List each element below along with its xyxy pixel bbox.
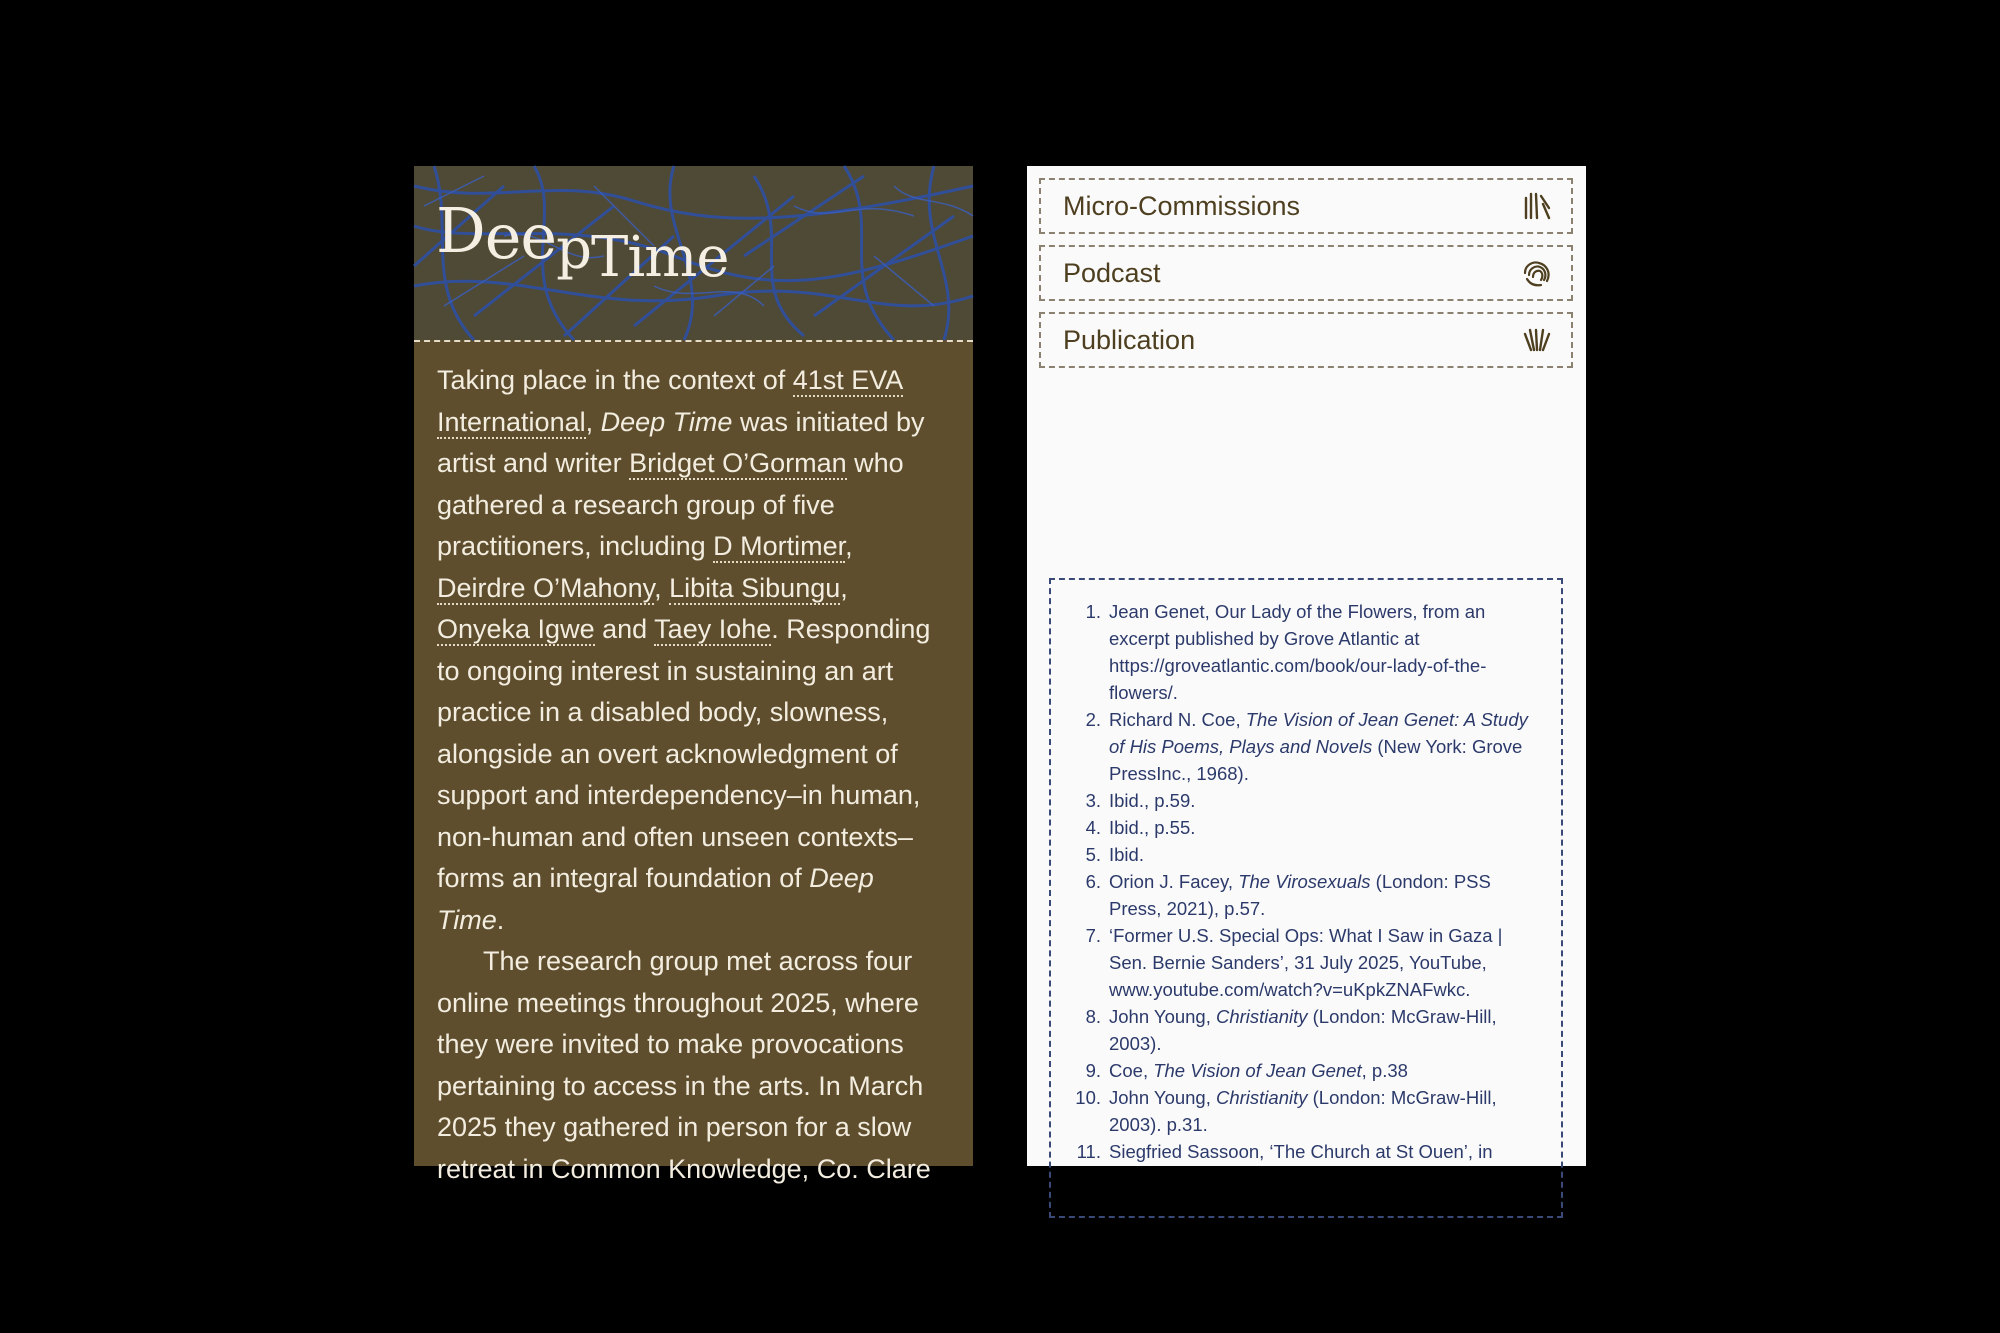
footnote-text: Siegfried Sassoon, ‘The Church at St Ouen’, in (1109, 1141, 1493, 1162)
title-letter-d: D (436, 194, 485, 267)
emphasis-deep-time: Deep Time (437, 863, 874, 935)
text-span: who gathered a research group of five practitioners, including (437, 448, 904, 561)
publication-icon (1521, 324, 1553, 356)
title-letter-p: p (556, 217, 591, 282)
footnote-number: 7. (1085, 925, 1101, 946)
link-bridget-ogorman[interactable]: Bridget O’Gorman (629, 448, 847, 478)
footnote-title: Christianity (1216, 1087, 1308, 1108)
link-d-mortimer[interactable]: D Mortimer (713, 531, 846, 561)
text-span: was initiated by artist and writer (437, 406, 925, 478)
text-span: , (654, 572, 670, 603)
intro-text (414, 342, 973, 1190)
footnote-text: Ibid., p.55. (1109, 817, 1196, 838)
footnote-text: Coe, (1109, 1060, 1154, 1081)
text-span: . (496, 904, 505, 935)
footnote-text: (London: McGraw-Hill, 2003). (1109, 1006, 1497, 1054)
footnotes-box (1049, 578, 1563, 1218)
footnote-title: Christianity (1216, 1006, 1308, 1027)
footnote-item (1071, 922, 1537, 1003)
intro-paragraph-2: The research group met across four online meetings throughout 2025, where they were invited to make provocations pertaining to access in the arts. In March 2025 they gathered in person for a slow retreat in Common Knowledge, Co. Clare (437, 946, 931, 1184)
text-span: and (594, 614, 655, 644)
footnote-number: 5. (1085, 844, 1101, 865)
footnote-text: (London: McGraw-Hill, 2003). p.31. (1109, 1087, 1497, 1135)
footnote-item (1071, 1057, 1537, 1084)
footnote-text: Richard N. Coe, (1109, 709, 1246, 730)
link-deirdre-omahony[interactable]: Deirdre O’Mahony (437, 572, 655, 603)
footnote-item (1071, 787, 1537, 814)
footnote-text: John Young, (1109, 1006, 1216, 1027)
footnote-number: 10. (1075, 1087, 1101, 1108)
link-libita-sibungu[interactable]: Libita Sibungu (669, 572, 841, 603)
footnote-text: (London: PSS Press, 2021), p.57. (1109, 871, 1491, 919)
intro-paragraph-1 (437, 360, 943, 941)
footnote-number: 2. (1085, 709, 1101, 730)
menu-item-label: Publication (1063, 324, 1196, 355)
menu-item-podcast[interactable] (1039, 245, 1573, 301)
footnote-item (1071, 1003, 1537, 1057)
menu-item-label: Micro-Commissions (1063, 190, 1301, 221)
footnote-item (1071, 1138, 1537, 1165)
footnote-item (1071, 868, 1537, 922)
menu-item-label: Podcast (1063, 257, 1161, 288)
text-span: Taking place in the context of (437, 365, 793, 395)
link-onyeka-igwe[interactable]: Onyeka Igwe (437, 614, 595, 644)
text-span: , (585, 406, 601, 437)
hero-banner (414, 166, 973, 340)
footnote-title: The Vision of Jean Genet: A Study of His Poems, Plays and Novels (1109, 709, 1528, 757)
text-span: , (845, 531, 853, 561)
footnote-text: , p.38 (1361, 1060, 1408, 1081)
footnote-item (1071, 841, 1537, 868)
footnote-number: 8. (1085, 1006, 1101, 1027)
footnote-number: 3. (1085, 790, 1101, 811)
emphasis-deep-time: Deep Time (600, 406, 733, 437)
footnote-item (1071, 814, 1537, 841)
footnote-number: 11. (1076, 1141, 1101, 1162)
link-taey-iohe[interactable]: Taey Iohe (654, 614, 772, 644)
footnote-number: 6. (1085, 871, 1101, 892)
deep-time-panel (414, 166, 973, 1184)
footnote-item (1071, 598, 1537, 706)
footnote-text: John Young, (1109, 1087, 1216, 1108)
footnote-item (1071, 706, 1537, 787)
link-41st-eva-international[interactable]: 41st EVA International (437, 365, 904, 437)
footnote-title: The Vision of Jean Genet (1153, 1060, 1362, 1081)
menu-item-publication[interactable] (1039, 312, 1573, 368)
micro-commissions-icon (1521, 190, 1553, 222)
title-letters-ee: ee (484, 200, 557, 273)
footnote-title: The Virosexuals (1238, 871, 1371, 892)
podcast-icon (1521, 257, 1553, 289)
footnote-text: (New York: Grove PressInc., 1968). (1109, 736, 1523, 784)
footnote-item (1071, 1084, 1537, 1138)
text-span: . Responding to ongoing interest in sustaining an art practice in a disabled body, slowness, alongside an overt acknowledgment of support and interdependency–in human, non-human and often unseen contexts–forms an integral foundation of (437, 614, 931, 893)
side-panel (1027, 166, 1586, 1166)
footnote-number: 1. (1085, 601, 1101, 622)
text-span: , (840, 572, 848, 603)
footnote-number: 4. (1085, 817, 1101, 838)
footnote-text: Jean Genet, Our Lady of the Flowers, from an excerpt published by Grove Atlantic at https://groveatlantic.com/book/our-lady-of-the-flowers/. (1109, 601, 1487, 703)
footnote-number: 9. (1085, 1060, 1101, 1081)
footnote-text: Orion J. Facey, (1109, 871, 1239, 892)
page-title (436, 194, 729, 290)
footnote-text: ‘Former U.S. Special Ops: What I Saw in Gaza | Sen. Bernie Sanders’, 31 July 2025, YouTube, www.youtube.com/watch?v=uKpkZNAFwkc. (1109, 925, 1503, 1000)
title-word-time: Time (590, 225, 729, 290)
footnotes-list (1071, 598, 1537, 1165)
menu-item-micro-commissions[interactable] (1039, 178, 1573, 234)
footnote-text: Ibid. (1109, 844, 1144, 865)
footnote-text: Ibid., p.59. (1109, 790, 1196, 811)
